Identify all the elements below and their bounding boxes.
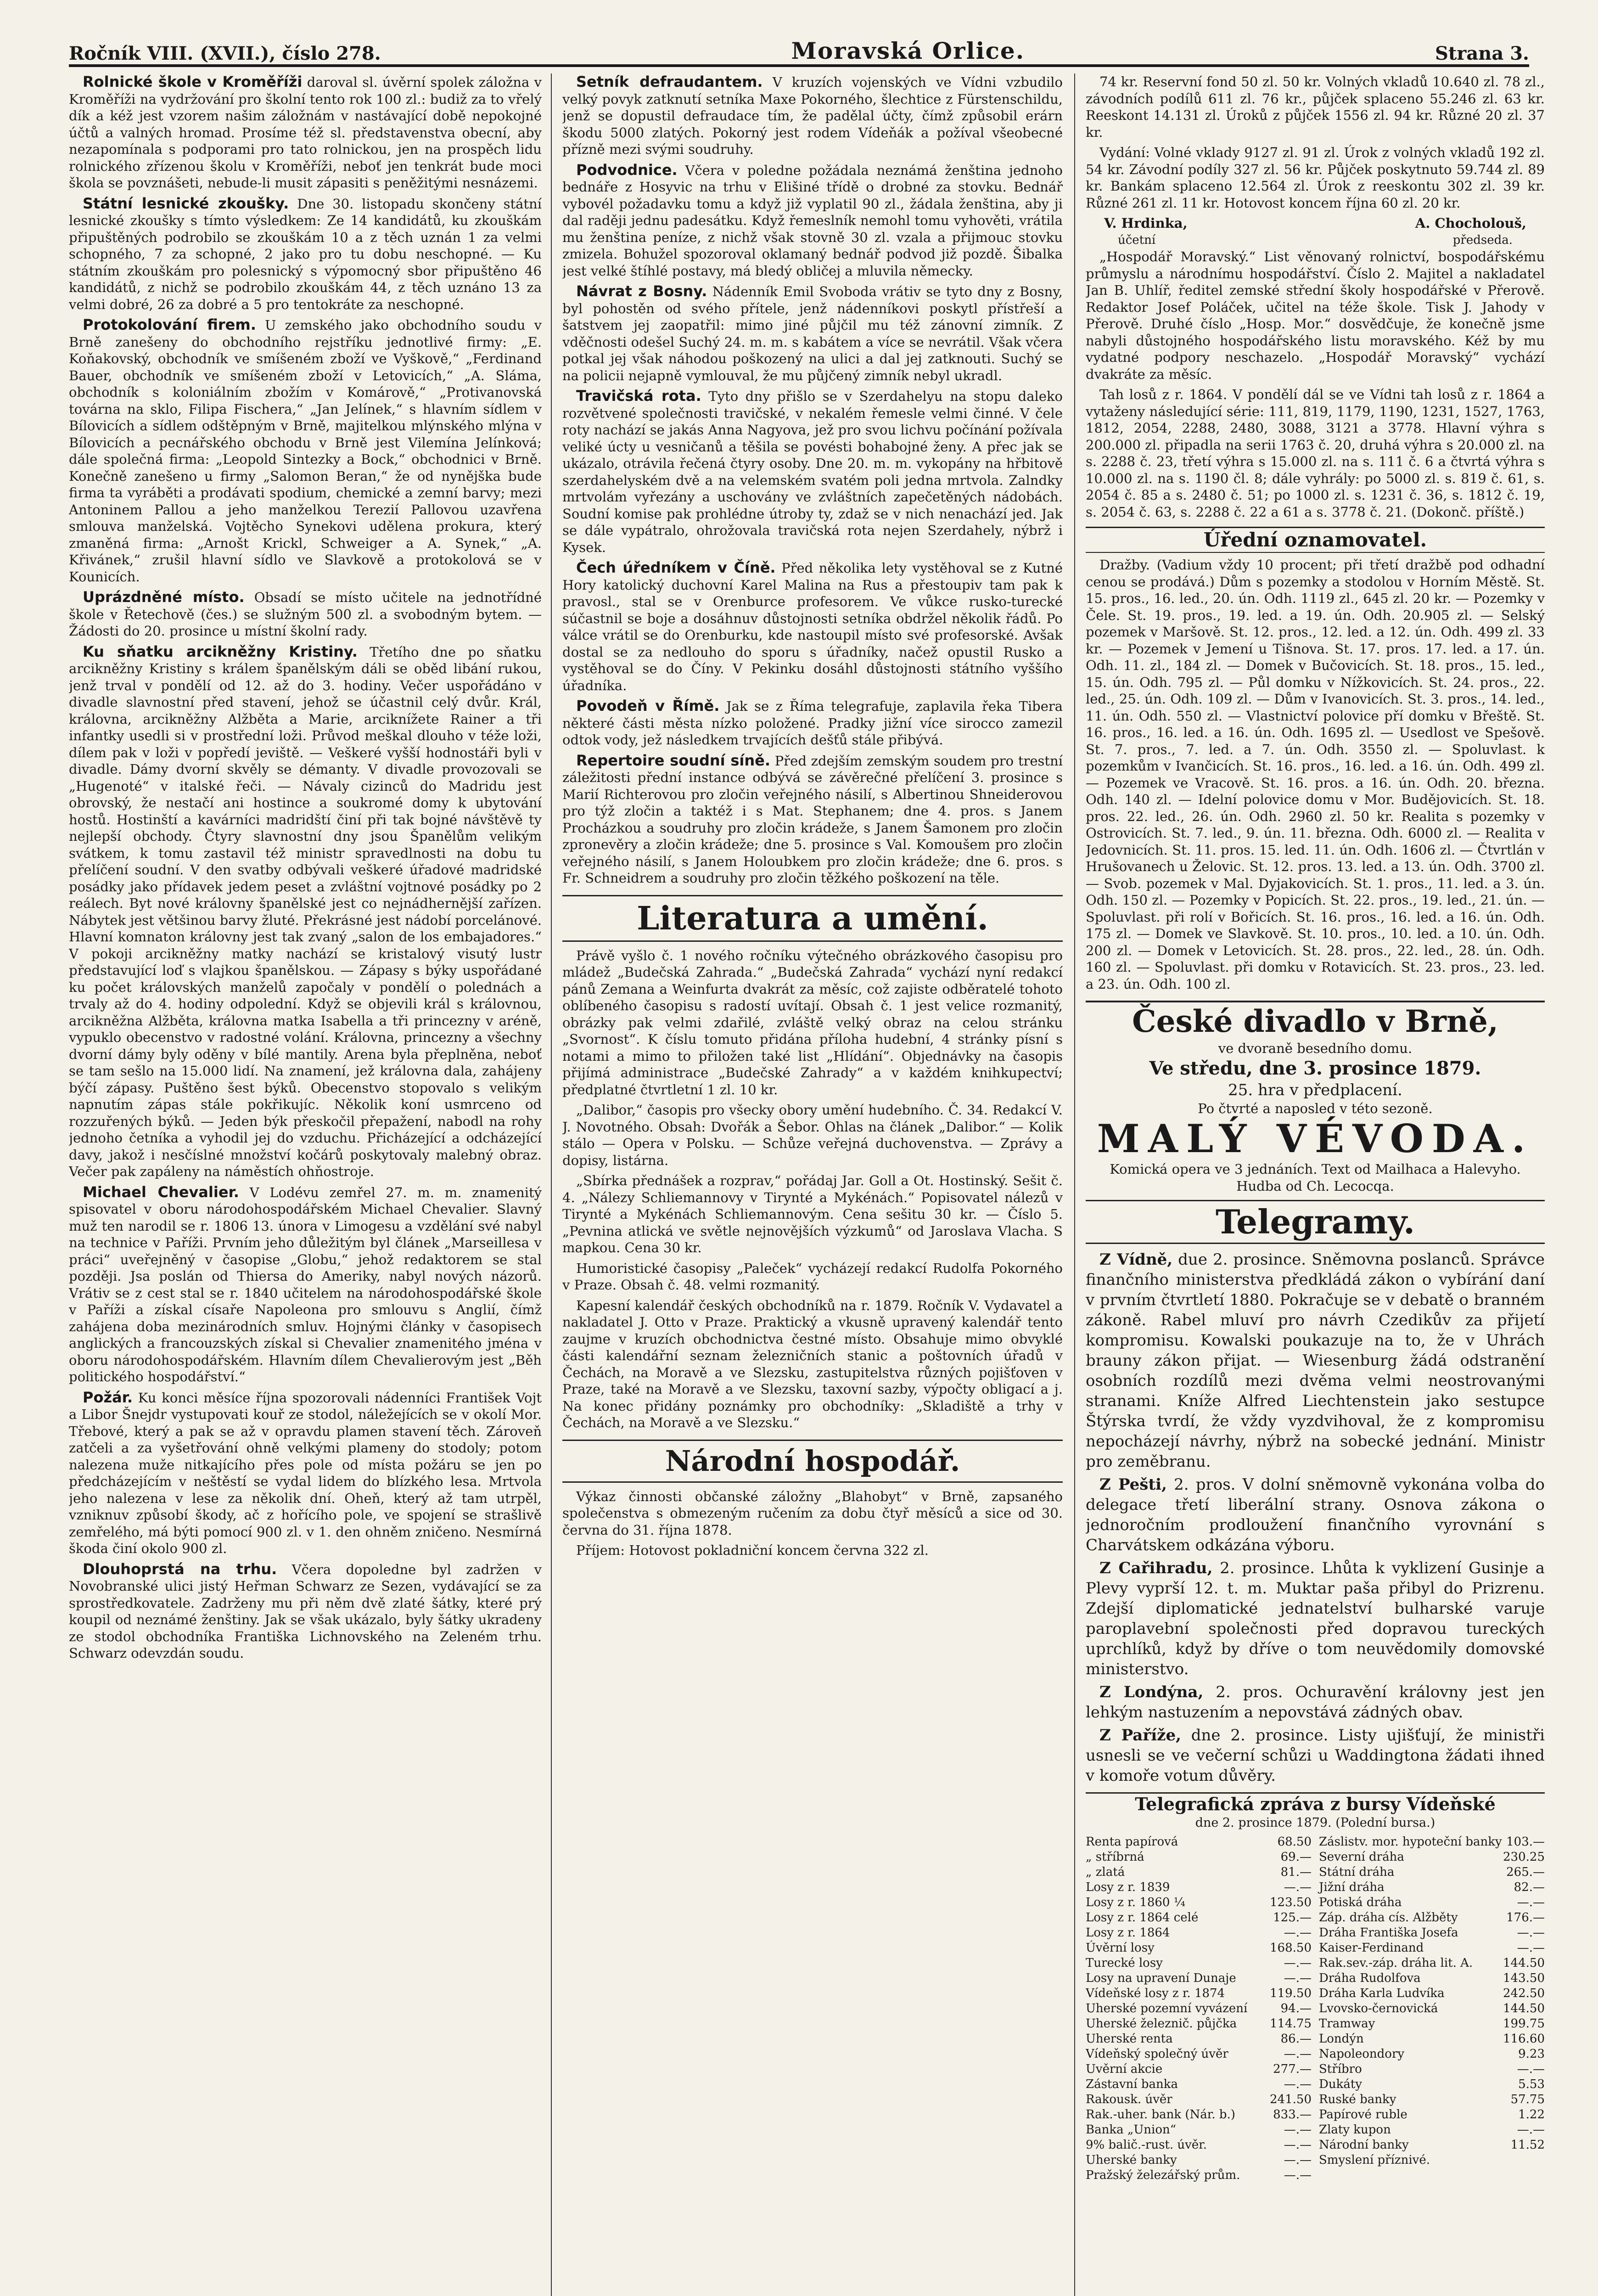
stock-row xyxy=(1319,2077,1545,2092)
column-divider xyxy=(1074,73,1075,2296)
theatre-date: Ve středu, dne 3. prosince 1879. xyxy=(1149,1057,1481,1079)
news-text: Před zdejším zemským soudem pro trestní záležitosti přední instance odbývá se závěrečné přelíčení 3. prosince s Marií Richterovou pro zločin veřejného násilí, s Albertinou Shneiderovou pro týž zločin a taktéž i s Mat. Stephanem; dne 4. pros. s Janem Procházkou a soudruhy pro zločin krádeže, s Janem Šamonem pro zločin zpronevěry a zločin krádeže; dne 5. prosince s Val. Komoušem pro zločin veřejného násilí, s Janem Holoubkem pro zločin krádeže; dne 6. pros. s Fr. Schneidrem a soudruhy pro zločin těžkého poškození na těle. xyxy=(562,753,1063,886)
signature-roles xyxy=(1086,232,1545,249)
stock-value: 176.— xyxy=(1506,1910,1545,1925)
stock-row xyxy=(1086,1956,1312,1971)
stock-name: Rak.-uher. bank (Nár. b.) xyxy=(1086,2107,1235,2122)
news-item xyxy=(69,1561,542,1662)
news-headline: Státní lesnické zkoušky. xyxy=(83,194,289,212)
news-item xyxy=(562,698,1063,748)
literature-text: „Dalibor,“ časopis pro všecky obory umění hudebního. Č. 34. Redakcí V. J. Novotného. Obsah: Dvořák a Šebor. Ohlas na článek „Dalibor.“ — Kolik stálo — Opera v Polsku. — Schůze veřejná duchovenstva. — Zprávy a dopisy, listárna. xyxy=(562,1102,1063,1168)
stock-row xyxy=(1086,2168,1312,2183)
stock-row xyxy=(1086,2001,1312,2016)
economy-item xyxy=(562,1488,1063,1539)
stock-row xyxy=(1319,2016,1545,2032)
stock-name: Losy na upravení Dunaje xyxy=(1086,1971,1236,1985)
stock-row xyxy=(1086,1986,1312,2001)
official-notices-text: Dražby. (Vadium vždy 10 procent; při třetí dražbě pod odhadní cenou se prodává.) Dům s pozemky a stodolou v Horním Městě. St. 15. pros., 16. led., 20. ún. Odh. 1119 zl., 645 zl. 20 kr. — Pozemky v Čele. St. 19. pros., 19. led. a 19. ún. Odh. 20.905 zl. — Selský pozemek v Maršově. St. 12. pros., 12. led. a 12. ún. Odh. 499 zl. 33 kr. — Pozemek v Jemení u Tišnova. St. 17. pros. 17. led. a 17. ún. Odh. 11. zl., 184 zl. — Domek v Bučovicích. St. 18. pros., 15. led., 15. ún. Odh. 795 zl. — Půl domku v Nížkovicích. St. 24. pros., 22. led., 25. ún. Odh. 109 zl. — Dům v Ivanovicích. St. 3. pros., 14. led., 11. ún. Odh. 550 zl. — Vlastnictví polovice pří domku v Břeště. St. 16. pros., 16. led. a 16. ún. Odh. 1695 zl. — Usedlost ve Spešově. St. 7. pros., 7. led. a 7. ún. Odh. 3550 zl. — Spoluvlast. k pozemkům v Ivančicích. St. 16. pros., 16. led. a 16. ún. Odh. 499 zl. — Pozemek ve Vracově. St. 16. pros. a 16. ún. Odh. 20. března. Odh. 140 zl. — Idelní polovice domu v Mor. Budějovicích. St. 18. pros. 22. led., 26. ún. Odh. 2960 zl. 50 kr. Realita s pozemky v Ostrovicích. St. 7. led., 9. ún. 11. března. Odh. 6000 zl. — Realita v Jedovnicích. St. 11. pros. 15. led. 11. ún. Odh. 1606 zl. — Čtvrtlán v Hrušovanech u Želovic. St. 12. pros. 13. led. a 13. ún. Odh. 3700 zl. — Svob. pozemek v Mal. Dyjakovicích. St. 1. pros., 11. led. a 3. ún. Odh. 150 zl. — Pozemky v Popicích. St. 22. pros., 19. led., 21. ún. — Spoluvlast. při rolí v Bořicích. St. 16. pros., 16. led. a 16. ún. Odh. 175 zl. — Domek ve Slavkově. St. 10. pros., 10. led. a 10. ún. Odh. 200 zl. — Domek v Letovicích. St. 28. pros., 22. led., 28. ún. Odh. 160 zl. — Spoluvlast. při domku v Rotavicích. St. 23. pros., 23. led. a 23. ún. Odh. 100 zl. xyxy=(1086,557,1545,992)
stock-row xyxy=(1086,2047,1312,2062)
stock-row xyxy=(1086,1941,1312,1956)
economy-text: 74 kr. Reservní fond 50 zl. 50 kr. Volných vkladů 10.640 zl. 78 zl., závodních podílů 611 zl. 76 kr., půjček splaceno 55.246 zl. 63 kr. Reeskont 14.131 zl. Úroků z půjček 1556 zl. 94 kr. Různé 20 zl. 37 kr. xyxy=(1086,74,1545,140)
economy-item xyxy=(562,1542,1063,1559)
stock-value: 114.75 xyxy=(1270,2016,1312,2031)
economy-text: Výkaz činnosti občanské záložny „Blahobyt“ v Brně, zapsaného společenstva s obmezeným ručením za dobu čtyř měsíců a sice od 30. června do 31. října 1878. xyxy=(562,1488,1063,1538)
stock-row xyxy=(1319,1895,1545,1910)
stock-value: 168.50 xyxy=(1270,1941,1312,1955)
stock-name: Uherské pozemní vyvázení xyxy=(1086,2001,1248,2015)
stock-name: Potiská dráha xyxy=(1319,1895,1402,1909)
stock-value: —.— xyxy=(1284,1971,1312,1985)
stock-value: —.— xyxy=(1517,2062,1545,2076)
news-headline: Repertoire soudní síně. xyxy=(576,751,770,769)
stock-name: Losy z r. 1860 ¼ xyxy=(1086,1895,1185,1909)
stock-row xyxy=(1086,1835,1312,1850)
stock-value: 125.— xyxy=(1273,1910,1312,1925)
stock-value: 123.50 xyxy=(1270,1895,1312,1909)
stock-name: Kaiser-Ferdinand xyxy=(1319,1941,1424,1955)
column-1 xyxy=(69,73,542,2296)
column-3 xyxy=(1086,73,1545,2296)
stock-row xyxy=(1319,2153,1545,2168)
news-item xyxy=(562,283,1063,384)
stock-name: Rakousk. úvěr xyxy=(1086,2092,1172,2106)
stock-name: Národní banky xyxy=(1319,2138,1409,2152)
stock-row xyxy=(1319,1971,1545,1986)
theatre-heading: České divadlo v Brně, xyxy=(1086,1001,1545,1040)
telegram-place: Z Pešti, xyxy=(1099,1475,1167,1494)
stock-name: Napoleondory xyxy=(1319,2047,1405,2061)
stock-name: Londýn xyxy=(1319,2032,1364,2046)
stock-name: Uherské renta xyxy=(1086,2032,1173,2046)
telegram-text: 2. prosince. Lhůta k vyklizení Gusinje a Plevy vyprší 12. t. m. Muktar paša přibyl do Prizrenu. Zdejší diplomatické jednatelství bulharské varuje paroplavební společnosti před dopravou tureckých uprchlíků, když by dříve o tom neuvědomily domovské ministerstvo. xyxy=(1086,1559,1545,1678)
stock-row xyxy=(1086,2153,1312,2168)
news-text: Tyto dny přišlo se v Szerdahelyu na stopu daleko rozvětvené společnosti travičské, v nekalém řemesle velmi činné. V čele roty nachází se jakás Anna Nagyova, jež pro svou lichvu počínání požívala veliké úcty u vesničanů a těšila se povésti bohabojné ženy. A přec jak se ukázalo, otrávila řečená čtyry osoby. Dne 20. m. m. vykopány na hřbitově szerdahelyském dvě a na velemském svatém poli jedna mrtvola. Zalndky mrtvolám vyřezány a uschovány ve zvláštních zapečetěných nádobách. Soudní komise pak prohlédne útroby ty, zdaž se v nich nenachází jed. Jak se dále vypátralo, ohrožovala travičská rota nejen Szerdahely, nýbrž i Kysek. xyxy=(562,388,1063,555)
news-item xyxy=(69,316,542,585)
stock-name: Tramway xyxy=(1319,2016,1375,2031)
news-text: Před několika lety vystěhoval se z Kutné Hory katolický duchovní Karel Malina na Rus a přestoupiv tam pak k pravosl., stal se v Orenburce profesorem. Ve vůkce rusko-turecké súčastnil se boje a dosáhnuv důstojnosti setníka obdržel několik řádů. Po válce vrátil se do Orenburku, kde nastoupil místo své profesorské. Avšak dostal se za nedlouho do sporu s úřadníky, načež opustil Rusko a vystěhoval se do Číny. V Pekinku dosáhl důstojnosti státního vyššího úřadníka. xyxy=(562,560,1063,693)
stock-value: —.— xyxy=(1284,2138,1312,2152)
stock-table xyxy=(1086,1835,1545,2183)
news-headline: Protokolování firem. xyxy=(83,316,256,333)
stock-row xyxy=(1319,1925,1545,1941)
column-divider xyxy=(551,73,552,2296)
stock-row xyxy=(1319,1956,1545,1971)
stock-row xyxy=(1086,1880,1312,1895)
stock-row xyxy=(1086,1865,1312,1880)
stock-value: 57.75 xyxy=(1510,2092,1545,2106)
telegram xyxy=(1086,1725,1545,1786)
stock-name: Ruské banky xyxy=(1319,2092,1396,2106)
stock-value: 11.52 xyxy=(1510,2138,1545,2152)
news-text: V Lodévu zemřel 27. m. m. znamenitý spisovatel v oboru národohospodářském Michael Chevalier. Slavný muž ten narodil se r. 1806 13. února v Limogesu a vzdělání své nabyl na technice v Paříži. Prvním jeho důležitým byl článek „Marseillesa v práci“ uveřejněný v časopise „Globu,“ jehož redaktorem se stal později. Jsa poslán od Thiersa do Ameriky, nabyl nových názorů. Vrátiv se z cest stal se r. 1840 učitelem na národohospodářské škole v Paříži a získal císaře Napoleona pro smlouvu s Anglií, čímž zahájena doba mezinárodních smluv. Hojnými články v časopisech anglických a francouzských získal si Chevalier znamenitého jména v oboru národohospodářském. Hlavním dílem Chevalierovým jest „Běh politického hospodářství.“ xyxy=(69,1184,542,1384)
literature-item xyxy=(562,1172,1063,1256)
stock-row xyxy=(1086,1910,1312,1925)
stock-value: 86.— xyxy=(1280,2032,1312,2046)
news-item xyxy=(69,643,542,1180)
stock-value: —.— xyxy=(1284,2047,1312,2061)
news-text: Jak se z Říma telegrafuje, zaplavila řeka Tibera některé části města nízko položené. Pradky jižní více sirocco zamezil odtok vody, jež následkem trvajících dešťů stále přibývá. xyxy=(562,698,1063,748)
theatre-performance: 25. hra v předplacení. xyxy=(1228,1080,1402,1099)
stock-row xyxy=(1086,1895,1312,1910)
stock-row xyxy=(1319,1865,1545,1880)
news-headline: Uprázdněné místo. xyxy=(83,588,245,606)
news-text: Nádenník Emil Svoboda vrátiv se tyto dny z Bosny, byl pohostěn od svého přítele, jenž nádenníkovi poskytl přístřeší a šatstvem jej zaopatřil: mimo jiné půjčil mu též zánovní zimník. Z vděčnosti odešel Suchý 24. m. m. s kabátem a více se nevrátil. Však včera potkal jej však náhodou poškozený na ulici a dal jej zatknouti. Suchý se na policii nejapně vymlouval, že mu půjčený zimník nebyl ukradl. xyxy=(562,284,1063,383)
stock-value: —.— xyxy=(1284,2077,1312,2091)
stock-row xyxy=(1086,2107,1312,2122)
stock-name: Losy z r. 1864 celé xyxy=(1086,1910,1199,1925)
stock-row xyxy=(1319,2138,1545,2153)
stock-row xyxy=(1086,1971,1312,1986)
economy-item xyxy=(1086,248,1545,383)
economy-continued xyxy=(1086,73,1545,141)
stock-name: Dukáty xyxy=(1319,2077,1362,2091)
stock-name: Záp. dráha cís. Alžběty xyxy=(1319,1910,1458,1925)
economy-text: Vydání: Volné vklady 9127 zl. 91 zl. Úrok z volných vkladů 192 zl. 54 kr. Závodní podíly 327 zl. 56 kr. Půjček poskytnuto 59.744 zl. 89 kr. Bankám splaceno 12.564 zl. Úrok z reeskontu 302 zl. 39 kr. Různé 261 zl. 11 kr. Hotovost koncem října 60 zl. 20 kr. xyxy=(1086,145,1545,211)
page-number: Strana 3. xyxy=(1435,43,1529,64)
stock-value: 1.22 xyxy=(1518,2107,1545,2122)
stock-name: „ stříbrná xyxy=(1086,1850,1144,1864)
stock-row xyxy=(1086,2122,1312,2138)
signature-left: V. Hrdinka, xyxy=(1104,215,1188,231)
news-item xyxy=(562,388,1063,556)
official-notices xyxy=(1086,557,1545,992)
column-2 xyxy=(562,73,1063,2296)
stock-value: 5.53 xyxy=(1518,2077,1545,2091)
economy-text: Příjem: Hotovost pokladniční koncem června 322 zl. xyxy=(576,1542,929,1558)
stock-value: 230.25 xyxy=(1503,1850,1545,1864)
stock-column-left xyxy=(1086,1835,1312,2183)
stock-name: Lvovsko-černovická xyxy=(1319,2001,1438,2015)
news-headline: Čech úředníkem v Číně. xyxy=(576,559,776,576)
economy-text: „Hospodář Moravský.“ List věnovaný rolnictví, bospodářskému průmyslu a národnímu hospodářství. Číslo 2. Majitel a nakladatel Jan B. Uhlíř, ředitel zemské střední školy hospodářské v Přerově. Redaktor Josef Poláček, učitel na téže škole. Tisk J. Jahody v Přerově. Druhé číslo „Hosp. Mor.“ dosvědčuje, že konečně jsme nabyli důstojného hospodářského listu moravského. Kéž by mu vydatné podpory neschazelo. „Hospodář Moravský“ vychází dvakráte za měsíc. xyxy=(1086,249,1545,382)
stock-value: 82.— xyxy=(1514,1880,1545,1894)
stock-value: —.— xyxy=(1284,2168,1312,2182)
signature-right: A. Chocholouš, xyxy=(1415,215,1526,231)
stock-row xyxy=(1319,2032,1545,2047)
stock-name: „ zlatá xyxy=(1086,1865,1125,1879)
stock-row xyxy=(1086,2092,1312,2107)
news-item xyxy=(69,1389,542,1557)
telegrams-heading: Telegramy. xyxy=(1086,1200,1545,1244)
stock-name: Vídeňské losy z r. 1874 xyxy=(1086,1986,1225,2000)
stock-row xyxy=(1086,2032,1312,2047)
stock-name: Stříbro xyxy=(1319,2062,1362,2076)
stock-row xyxy=(1319,1986,1545,2001)
stock-value: 199.75 xyxy=(1503,2016,1545,2031)
stock-row xyxy=(1319,2062,1545,2077)
telegram-text: 2. pros. Ochuravění královny jest jen lehkým nastuzením a nepovstává zádných obav. xyxy=(1086,1683,1545,1722)
stock-row xyxy=(1319,2092,1545,2107)
stock-value: 94.— xyxy=(1280,2001,1312,2015)
play-music: Hudba od Ch. Lecocqa. xyxy=(1236,1178,1394,1194)
news-text: Obsadí se místo učitele na jednotřídné škole v Řetechově (čes.) se služným 500 zl. a svobodným bytem. — Žádosti do 20. prosince u místní školní rady. xyxy=(69,590,542,639)
stock-row xyxy=(1319,2001,1545,2016)
stock-report-date: dne 2. prosince 1879. (Polední bursa.) xyxy=(1195,1816,1435,1830)
theatre-note: Po čtvrté a naposled v této sezoně. xyxy=(1198,1100,1433,1116)
stock-row xyxy=(1086,2062,1312,2077)
section-heading-economy: Národní hospodář. xyxy=(562,1440,1063,1483)
stock-name: Rak.sev.-záp. dráha lit. A. xyxy=(1319,1956,1473,1970)
theatre-venue: ve dvoraně besedního domu. xyxy=(1218,1041,1413,1056)
stock-row xyxy=(1086,1925,1312,1941)
stock-value: —.— xyxy=(1284,2122,1312,2137)
stock-name: Dráha Rudolfova xyxy=(1319,1971,1421,1985)
stock-name: Uherské banky xyxy=(1086,2153,1177,2167)
stock-name: Úvěrní losy xyxy=(1086,1941,1155,1955)
stock-value: —.— xyxy=(1517,1895,1545,1909)
stock-value: 103.— xyxy=(1506,1835,1545,1849)
literature-item xyxy=(562,1260,1063,1294)
news-headline: Požár. xyxy=(83,1388,133,1406)
telegram-place: Z Londýna, xyxy=(1099,1683,1204,1701)
telegram-text: dne 2. prosince. Listy ujišťují, že ministři usnesli se ve večerní schůzi u Waddingtona žádati ihned v komoře votum důvěry. xyxy=(1086,1726,1545,1785)
stock-value: 833.— xyxy=(1273,2107,1312,2122)
news-text: Třetího dne po sňatku arcikněžny Kristiny s králem španělským dáli se oběd libání rukou, jenž trval v pondělí od 12. až do 3. hodiny. Večer uspořádáno v divadle slavnostní před stavení, jehož se účastnil celý dvůr. Král, královna, arcikněžny Alžběta a Marie, arciknížete Rainer a tři infantky usedli si v prostřední loži. Průvod meškal dlouho v téže loži, dílem pak v loži v popředí jeviště. — Veškeré vyšší hodnostáři byli v divadle. Dámy dvorní skvěly se démanty. V divadle provozovali se „Hugenoté“ v italské řeči. — Návaly cizinců do Madridu jest obrovský, že nestačí ani hostince a soukromé domy k ubytování hostů. Hostinští a kavárníci madridští činí při tak bojné návštěvě ty nejlepší obchody. Čtyry slavnostní dny jsou Španělům velikým svátkem, k tomu zastavil též ministr spravedlnosti na dobu tu přelíčení soudní. V den svatby odbývali veškeré úřadové madridské posádky jako přídavek jedem peset a zvláštní vojtnové posádky po 2 reálech. Byt nové královny španělské jest co nejnádhernější zařízen. Nábytek jest většinou barvy žluté. Překrásné jest nádobí porcelánové. Hlavní komnaton královny jest tak zvaný „salon de los embajadores.“ V pokoji arcikněžny matky nachází se kristalový visutý lustr představující loď s vlajkou španělskou. — Zápasy s býky uspořádané ku počet královských manželů započaly v pondělí o polednách a trvaly až do 4. hodiny odpolední. Když se objevili král s královnou, arcikněžna Alžběta, královna matka Isabella a tři princezny v aréně, vypuklo obecenstvo v radostné volání. Královna, princezny a všechny dvorní dámy byly oděny v bílé mantily. Arena byla přeplněna, neboť se tam sešlo na 15.000 lidí. Na znamení, jež královna dala, zahájeny býčí zápasy. Puštěno šest býků. Obecenstvo stopovalo s velikým napnutím zápas stále pokřikujíc. Několik koní usmrceno od rozzuřených býků. — Jeden býk přeskočil přepažení, nabodl na rohy jednoho četníka a vyhodil jej do vzduchu. Přicházející a odcházející davy, jakož i nesčíslné množství kočárů poskytovaly malebný obraz. Večer pak zapáleny na náměstích ohňostroje. xyxy=(69,644,542,1179)
stock-name: Dráha Karla Ludvíka xyxy=(1319,1986,1445,2000)
page-header xyxy=(69,32,1529,67)
stock-name: Renta papírová xyxy=(1086,1835,1178,1849)
stock-value: —.— xyxy=(1284,1956,1312,1970)
stock-name: Záslistv. mor. hypoteční banky xyxy=(1319,1835,1502,1849)
news-headline: Povodeň v Římě. xyxy=(576,697,720,715)
stock-row xyxy=(1319,1880,1545,1895)
stock-value: 116.60 xyxy=(1503,2032,1545,2046)
stock-row xyxy=(1319,1850,1545,1865)
news-item xyxy=(69,1184,542,1385)
stock-value: —.— xyxy=(1284,1925,1312,1940)
stock-name: Uherské železnič. půjčka xyxy=(1086,2016,1237,2031)
newspaper-title: Moravská Orlice. xyxy=(791,37,1025,64)
stock-name: Banka „Union“ xyxy=(1086,2122,1177,2137)
news-text: V kruzích vojenských ve Vídni vzbudilo velký povyk zatknutí setníka Maxe Pokorného, šlechtice z Fürstenschildu, jenž se dopustil defraudace tím, že padělal účty, čímž způsobil erárn škodu 5000 zlatých. Pokorný jest rodem Vídeňák a požíval všeobecné přízně mezi svými soudruhy. xyxy=(562,74,1063,157)
stock-name: Papírové ruble xyxy=(1319,2107,1407,2122)
stock-row xyxy=(1319,2107,1545,2122)
stock-value: 144.50 xyxy=(1503,2001,1545,2015)
signature-role-left: účetní xyxy=(1118,233,1156,247)
news-headline: Michael Chevalier. xyxy=(83,1183,239,1201)
stock-report-heading: Telegrafická zpráva z bursy Vídeňské xyxy=(1086,1792,1545,1815)
literature-text: „Sbírka přednášek a rozprav,“ pořádaj Jar. Goll a Ot. Hostinský. Sešit č. 4. „Nálezy Schliemannovy v Tirynté a Mykénách.“ Popisovatel nálezů v Tirynté a Mykénách Schliemannovým. Cena sešitu 30 kr. — Číslo 5. „Pevnina atlická ve světle nejnovějších výzkumů“ od Jaroslava Vlacha. S mapkou. Cena 30 kr. xyxy=(562,1173,1063,1255)
stock-name: Smyslení příznivé. xyxy=(1319,2153,1430,2167)
telegram-place: Z Cařihradu, xyxy=(1099,1559,1213,1577)
stock-name: Zlaty kupon xyxy=(1319,2122,1391,2137)
news-headline: Travičská rota. xyxy=(576,387,701,405)
telegram xyxy=(1086,1249,1545,1472)
stock-value: 277.— xyxy=(1273,2062,1312,2076)
news-headline: Ku sňatku arcikněžny Kristiny. xyxy=(83,642,358,660)
news-item xyxy=(562,162,1063,280)
economy-text: Tah losů z r. 1864. V pondělí dál se ve Vídni tah losů z r. 1864 a vytaženy následující série: 111, 819, 1179, 1190, 1231, 1527, 1763, 1812, 2054, 2288, 2480, 3088, 3121 a 3778. Hlavní výhra s 200.000 zl. připadla na serii 1763 č. 20, druhá výhra s 20.000 zl. na s. 2288 č. 23, třetí výhra s 15.000 zl. na s. 111 č. 6 a čtvrtá výhra s 10.000 zl. na s. 1190 čl. 8; dále vyhrály: po 5000 zl. s. 819 č. 61, s. 2054 č. 85 a s. 2480 č. 51; po 1000 zl. s. 1231 č. 36, s. 1812 č. 19, s. 2054 č. 63, s. 2288 č. 22 a 61 a s. 3778 č. 21. (Dokonč. příště.) xyxy=(1086,387,1545,520)
news-text: Dne 30. listopadu skončeny státní lesnické zkoušky s tímto výsledkem: Ze 14 kandidátů, ku zkouškám připuštěných podrobilo se zkouškám 10 a z těch uznán 1 za velmi schopného, 7 za schopné, 2 jako pro tu dobu neschopné. — Ku státním zkouškám pro polesnický s výpomocný sbor připuštěno 46 kandidátů, z nichž se podrobilo zkouškám 44, z těch uznáno 13 za velmi dobré, 26 za dobré a 5 pro tentokráte za neschopné. xyxy=(69,196,542,312)
news-headline: Rolnické škole v Kroměříži xyxy=(83,73,303,90)
section-heading-literature: Literatura a umění. xyxy=(562,895,1063,942)
signatures xyxy=(1086,215,1545,232)
stock-value: 265.— xyxy=(1506,1865,1545,1879)
stock-row xyxy=(1319,1835,1545,1850)
news-item xyxy=(562,73,1063,158)
stock-value: 119.50 xyxy=(1270,1986,1312,2000)
stock-name: Uvěrní akcie xyxy=(1086,2062,1163,2076)
stock-value: 144.50 xyxy=(1503,1956,1545,1970)
economy-continued xyxy=(1086,144,1545,211)
stock-value: 9.23 xyxy=(1518,2047,1545,2061)
issue-info: Ročník VIII. (XVII.), číslo 278. xyxy=(69,43,381,64)
stock-column-right xyxy=(1319,1835,1545,2183)
stock-row xyxy=(1086,2016,1312,2032)
official-notices-heading: Úřední oznamovatel. xyxy=(1086,527,1545,553)
telegram-text: due 2. prosince. Sněmovna poslanců. Správce finančního ministerstva předkládá zákon o vybírání daní v prvním čtvrtletí 1880. Pokračuje se v debatě o branném zákoně. Rabel mluví pro návrh Czedikův za přijetí kompromisu. Kowalski poukazuje na to, že v Uhrách brauny zákon přijat. — Wiesenburg žádá odstranění osobních rozdílů mezi dvěma velmi neostrovanými stranami. Kníže Alfred Liechtenstein jako sestupce Štýrska tvrdí, že vždy vyzdvihoval, že z kompromisu nepocházejí návrhy, nýbrž na sobecké jednání. Ministr pro zeměbranu. xyxy=(1086,1250,1545,1471)
stock-value: 69.— xyxy=(1280,1850,1312,1864)
stock-row xyxy=(1086,1850,1312,1865)
stock-value: 68.50 xyxy=(1277,1835,1312,1849)
news-headline: Dlouhoprstá na trhu. xyxy=(83,1560,277,1578)
stock-row xyxy=(1086,2138,1312,2153)
stock-value: —.— xyxy=(1517,1925,1545,1940)
news-text: Včera dopoledne byl zadržen v Novobranské ulici jistý Heřman Schwarz ze Sezen, vydávající se za sprostředkovatele. Zadrženy mu při něm dvě zlaté šátky, které prý koupil od neznámé ženštiny. Jak se však ukázalo, byly šátky ukradeny ze stodol obchodníka Františka Lichnovského na Zeleném trhu. Schwarz odevzdán soudu. xyxy=(69,1561,542,1661)
literature-text: Humoristické časopisy „Paleček“ vycházejí redakcí Rudolfa Pokorného v Praze. Obsah č. 48. velmi rozmanitý. xyxy=(562,1260,1063,1293)
news-item xyxy=(69,589,542,640)
telegram xyxy=(1086,1558,1545,1679)
economy-item xyxy=(1086,386,1545,520)
stock-name: Jižní dráha xyxy=(1319,1880,1385,1894)
play-description: Komická opera ve 3 jednáních. Text od Mailhaca a Halevyho. xyxy=(1110,1161,1521,1177)
literature-text: Právě vyšlo č. 1 nového ročníku výtečného obrázkového časopisu pro mládež „Budečská Zahrada.“ „Budečská Zahrada“ vychází nyní redakcí pánů Zemana a Weinfurta dvakrát za měsíc, což zajiste odběratelé tohoto oblíbeného časopisu s radostí uvítají. Obsah č. 1 jest velice rozmanitý, obrázky pak velmi zdařilé, zvláště velký obraz na celou stránku „Svornost“. K číslu tomuto přidána příloha hudební, 4 stránky písní s notami a mimo to přiložen také list „Hlídání“. Objednávky na časopis přijímá administrace „Budečské Zahrady“ a v každém knihkupectví; předplatné čtvrtletní 1 zl. 10 kr. xyxy=(562,947,1063,1097)
stock-value: —.— xyxy=(1284,2153,1312,2167)
stock-name: Dráha Františka Josefa xyxy=(1319,1925,1458,1940)
stock-row xyxy=(1319,1910,1545,1925)
news-text: Včera v poledne požádala neznámá ženština jednoho bednáře z Hosyvic na trhu v Elišiné třídě o drobné za stovku. Bednář vybovél požadavku tomu a když již vyplatil 90 zl., žádala ženština, aby ji dal raději jednu padesátku. Když řemeslník nemohl tomu vyhověti, vrátila mu ženština peníze, z nichž však stovně 30 zl. vzala a přijmouc stovku zmizela. Bohužel spozoroval oklamaný bednář podvod již pozdě. Šibalka jest velké štíhlé postavy, má bledý obličej a mluvila německy. xyxy=(562,162,1063,279)
news-headline: Setník defraudantem. xyxy=(576,73,763,90)
signature-role-right: předseda. xyxy=(1452,233,1513,247)
stock-value: 242.50 xyxy=(1503,1986,1545,2000)
news-item xyxy=(562,752,1063,887)
stock-name: Pražský železářský prům. xyxy=(1086,2168,1240,2182)
stock-row xyxy=(1319,2047,1545,2062)
play-title: MALÝ VÉVODA. xyxy=(1097,1116,1534,1161)
telegram xyxy=(1086,1474,1545,1555)
stock-name: Severní dráha xyxy=(1319,1850,1404,1864)
news-item xyxy=(69,195,542,313)
stock-name: Zástavní banka xyxy=(1086,2077,1178,2091)
stock-name: Losy z r. 1839 xyxy=(1086,1880,1170,1894)
stock-name: Státní dráha xyxy=(1319,1865,1395,1879)
stock-name: Vídeňský společný úvěr xyxy=(1086,2047,1228,2061)
news-text: Ku konci měsíce října spozorovali nádenníci František Vojt a Libor Šnejdr vystupovati kouř ze stodol, náležejících se v okolí Mor. Třebové, který a pak se až v opravdu plamen stavení těch. Zároveň zatčeli a za vyšetřování ohně velkými plameny do stodoly; potom nalezena muže nitkajícího přes pole od místa požáru se jen po předcházejícím v neštěstí se vydal lidem do blízkého lesa. Mrtvola jeho nalezena v lese za několik dní. Oheň, který až tam utrpěl, vzniknuv způsobí škody, ač z hořícího pole, ve spojení se strašlivě zemřelého, má býti pomocí 900 zl. v 1. den ohněm zničeno. Nesmírná škoda činí okolo 900 zl. xyxy=(69,1390,542,1556)
news-item xyxy=(69,73,542,191)
news-text: U zemského jako obchodního soudu v Brně zanešeny do obchodního rejstříku jednotlivé firmy: „E. Koňakovský, obchodník ve smíšeném zboží ve Vyškově,“ „Ferdinand Bauer, obchodník ve smíšeném zboží v Letovicích,“ „A. Sláma, obchodník s koloniálním zbožím v Komárově,“ „Protivanovská továrna na sklo, Filipa Fischera,“ „Jan Jelínek,“ s hlavním sídlem v Bílovicích a sídlem odštěpným v Brně, majitelkou mlýnského mlýna v Bílovicích a pecnářského obchodu v Brně jest Vilemína Jelínková; dále společná firma: „Leopold Sintezky a Bock,“ obchodnici v Brně. Konečně zanešeno u firmy „Salomon Beran,“ že od nynějška bude firma ta vyráběti a prodávati spodium, chemické a zemní barvy; mezi Antoninem Pallou a jeho manželkou Terezií Pallovou uzavřena smlouva manželská. Vojtěcho Synekovi udělena prokura, který zmaněná firma: „Arnošt Krickl, Schweiger a A. Synek,“ „A. Křivánek,“ zrušil hlavní sídlo ve Slavkově a protokolová se v Kounicích. xyxy=(69,317,542,585)
stock-value: 81.— xyxy=(1280,1865,1312,1879)
stock-value: —.— xyxy=(1517,2122,1545,2137)
stock-name: Losy z r. 1864 xyxy=(1086,1925,1170,1940)
literature-item xyxy=(562,1102,1063,1169)
news-headline: Návrat z Bosny. xyxy=(576,282,707,300)
telegram xyxy=(1086,1682,1545,1722)
news-text: daroval sl. úvěrní spolek záložna v Kroměříži na vydržování pro školní tento rok 100 zl.: budiž za to vřelý dík a kéž jest vzorem našim záložnám v nastávající době nepokojné účtů a valných hromad. Prosíme též sl. představenstva obecní, aby nezapomínala s podporami pro tato rolnickou, jen na prospěch lidu rolnického zřízenou školu v Kroměříži, neboť jen tenkrát bude moci škola se povznášeti, nebude-li musit zápasiti s peněžitými nesnázemi. xyxy=(69,74,542,191)
stock-value: —.— xyxy=(1284,1880,1312,1894)
literature-text: Kapesní kalendář českých obchodníků na r. 1879. Ročník V. Vydavatel a nakladatel J. Otto v Praze. Praktický a vkusně upravený kalendář tento zaujme v kruzích obchodnictva čestné místo. Obsahuje mimo obvyklé části kalendářní seznam železničních stanic a poštovních úřadů v Čechách, na Moravě a ve Slezsku, zastupitelstva různých pojišťoven v Praze, také na Moravě a ve Slezsku, taxovní sazby, výpočty obligací a j. Na konec přidány poznámky pro obchodníky: „Skladiště a trhy v Čechách, na Moravě a ve Slezsku.“ xyxy=(562,1297,1063,1430)
telegram-text: 2. pros. V dolní sněmovně vykonána volba do delegace třetí liberální strany. Osnova zákona o jednoročním prodloužení finančního vyrovnání s Charvátskem odkázána výboru. xyxy=(1086,1475,1545,1554)
stock-row xyxy=(1319,1941,1545,1956)
stock-row xyxy=(1319,2122,1545,2138)
literature-item xyxy=(562,947,1063,1098)
stock-row xyxy=(1086,2077,1312,2092)
news-item xyxy=(562,559,1063,694)
stock-name: 9% balič.-rust. úvěr. xyxy=(1086,2138,1207,2152)
literature-item xyxy=(562,1297,1063,1431)
stock-name: Turecké losy xyxy=(1086,1956,1163,1970)
stock-value: 143.50 xyxy=(1503,1971,1545,1985)
telegram-place: Z Vídně, xyxy=(1099,1250,1173,1269)
news-headline: Podvodnice. xyxy=(576,161,678,179)
stock-value: 241.50 xyxy=(1270,2092,1312,2106)
telegram-place: Z Paříže, xyxy=(1099,1726,1181,1745)
stock-value: —.— xyxy=(1517,1941,1545,1955)
